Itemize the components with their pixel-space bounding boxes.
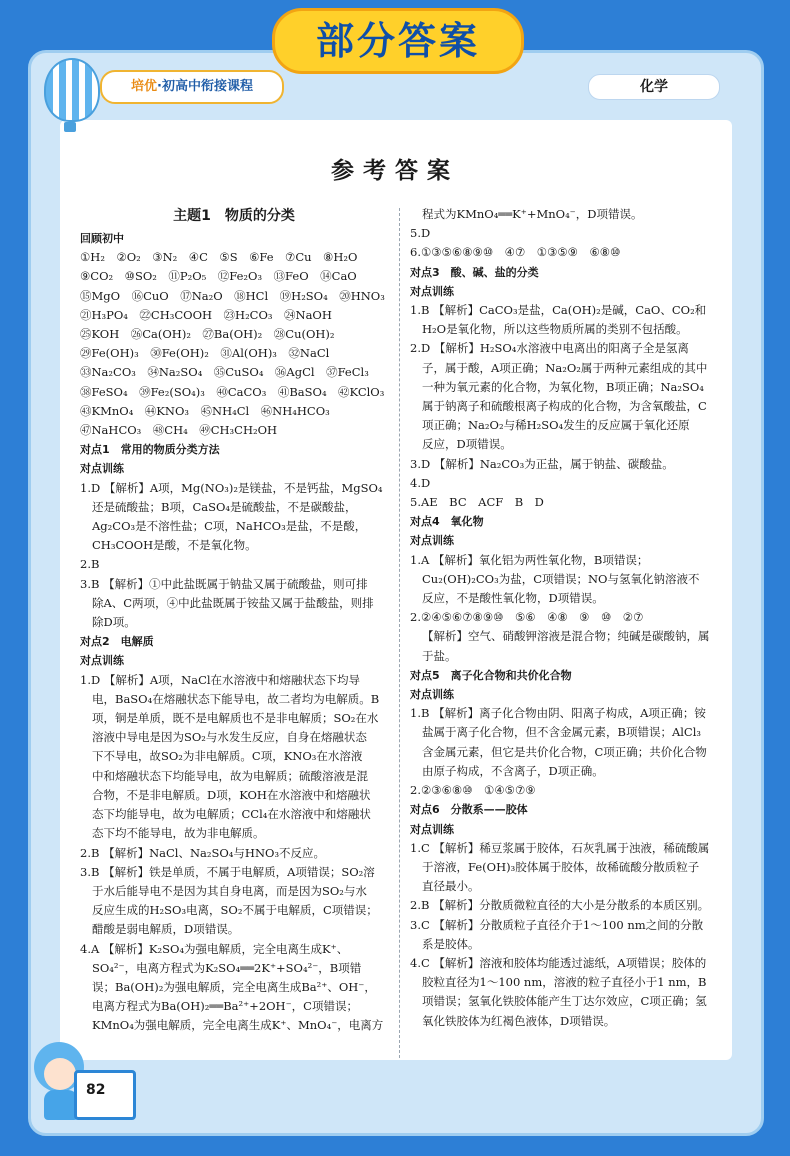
answer-line: 5.D <box>410 226 431 241</box>
answer-line: 由原子构成，不含离子，D项正确。 <box>422 763 604 778</box>
answer-line: 于水后能导电不是因为其自身电离，而是因为SO₂与水 <box>92 883 367 898</box>
section-heading: 对点训练 <box>410 534 454 548</box>
answer-line: 3.D 【解析】Na₂CO₃为正盐，属于钠盐、碳酸盐。 <box>410 456 674 471</box>
answer-line: CH₃COOH是酸，不是氧化物。 <box>92 538 257 553</box>
answer-line: 误；Ba(OH)₂为强电解质，完全电离生成Ba²⁺、OH⁻， <box>92 979 376 994</box>
section-heading: 对点4 氧化物 <box>410 515 484 529</box>
answer-line: 3.C 【解析】分散质粒子直径介于1～100 nm之间的分散 <box>410 917 704 932</box>
answer-line: 项，铜是单质，既不是电解质也不是非电解质；SO₂在水 <box>92 711 379 726</box>
answer-line: 程式为KMnO₄══K⁺+MnO₄⁻，D项错误。 <box>422 207 643 221</box>
mascot-body-icon <box>44 1090 78 1120</box>
answer-line: 合物，不是非电解质。D项，KOH在水溶液中和熔融状 <box>92 787 371 802</box>
section-heading: 对点训练 <box>80 462 124 476</box>
answer-line: 溶液中导电是因为SO₂与水发生反应，自身在熔融状态 <box>92 730 367 745</box>
answer-line: 氧化铁胶体为红褐色液体，D项错误。 <box>422 1013 616 1028</box>
course-label <box>100 70 284 104</box>
answer-line: 项正确；Na₂O₂与稀H₂SO₄发生的反应属于氧化还原 <box>422 418 690 433</box>
answer-line: 3.B 【解析】铁是单质，不属于电解质，A项错误；SO₂溶 <box>80 864 375 879</box>
section-heading: 回顾初中 <box>80 232 124 245</box>
answer-line: ㊼NaHCO₃ ㊽CH₄ ㊾CH₃CH₂OH <box>80 423 278 438</box>
answer-line: 2.②④⑤⑥⑦⑧⑨⑩ ⑤⑥ ④⑧ ⑨ ⑩ ②⑦ <box>410 610 644 625</box>
answer-line: 2.B <box>80 557 100 572</box>
column-divider <box>399 208 400 1058</box>
answer-line: 【解析】空气、硝酸钾溶液是混合物；纯碱是碳酸钠，属 <box>422 629 710 644</box>
answer-line: 中和熔融状态下均能导电，故为电解质；硫酸溶液是混 <box>92 768 368 783</box>
document-title: 参考答案 <box>331 158 459 184</box>
answer-line: 4.D <box>410 475 431 490</box>
answer-line: 子，属于酸，A项正确；Na₂O₂属于两种元素组成的其中 <box>422 360 708 375</box>
answer-line: ㊳FeSO₄ ㊴Fe₂(SO₄)₃ ㊵CaCO₃ ㊶BaSO₄ ㊷KClO₃ <box>80 384 385 399</box>
answer-line: 于盐。 <box>422 648 457 663</box>
section-heading: 对点训练 <box>80 654 124 668</box>
answer-line: 反应生成的H₂SO₃电离，SO₂不属于电解质，C项错误； <box>92 903 378 918</box>
answer-line: 态下均不能导电，故为非电解质。 <box>92 826 265 841</box>
answer-line: ㉝Na₂CO₃ ㉞Na₂SO₄ ㉟CuSO₄ ㊱AgCl ㊲FeCl₃ <box>80 365 369 380</box>
topic-heading: 主题1 物质的分类 <box>173 208 295 224</box>
balloon-basket-icon <box>64 122 76 132</box>
answer-line: 属于钠离子和硫酸根离子构成的化合物，为含氧酸盐，C <box>422 399 707 414</box>
answer-line: 盐属于离子化合物，但不含金属元素，B项错误；AlCl₃ <box>422 725 702 740</box>
answer-line: Cu₂(OH)₂CO₃为盐，C项错误；NO与氢氧化钠溶液不 <box>422 571 700 586</box>
answer-line: H₂O是氧化物，所以这些物质所属的类别不包括酸。 <box>422 322 688 337</box>
answer-line: 1.B 【解析】离子化合物由阴、阳离子构成，A项正确；铵 <box>410 706 706 721</box>
answer-line: 2.B 【解析】NaCl、Na₂SO₄与HNO₃不反应。 <box>80 845 326 860</box>
answer-line: 系是胶体。 <box>422 936 480 951</box>
mascot-face-icon <box>44 1058 76 1090</box>
section-heading: 对点训练 <box>410 688 454 702</box>
section-heading: 对点1 常用的物质分类方法 <box>80 443 220 457</box>
answer-line: 5.AE BC ACF B D <box>410 495 544 510</box>
answer-line: 电离方程式为Ba(OH)₂══Ba²⁺+2OH⁻，C项错误； <box>92 999 358 1014</box>
answer-line: 态下均能导电，故为电解质；CCl₄在水溶液中和熔融状 <box>92 807 371 822</box>
answer-line: 2.D 【解析】H₂SO₄水溶液中电离出的阳离子全是氢离 <box>410 341 689 356</box>
hot-air-balloon-icon <box>44 58 100 122</box>
answer-line: 6.①③⑤⑥⑧⑨⑩ ④⑦ ①③⑤⑨ ⑥⑧⑩ <box>410 245 621 260</box>
answer-line: 下不导电，故SO₂为非电解质。C项，KNO₃在水溶液 <box>92 749 363 764</box>
answer-line: ⑨CO₂ ⑩SO₂ ⑪P₂O₅ ⑫Fe₂O₃ ⑬FeO ⑭CaO <box>80 269 357 284</box>
subject-tag: 化学 <box>588 74 720 100</box>
answer-line: ㉑H₃PO₄ ㉒CH₃COOH ㉓H₂CO₃ ㉔NaOH <box>80 307 332 322</box>
answer-line: ㉙Fe(OH)₃ ㉚Fe(OH)₂ ㉛Al(OH)₃ ㉜NaCl <box>80 346 330 361</box>
section-heading: 对点训练 <box>410 822 454 836</box>
header-banner <box>272 8 524 74</box>
answer-line: 1.B 【解析】CaCO₃是盐，Ca(OH)₂是碱，CaO、CO₂和 <box>410 303 707 318</box>
answer-line: 直径最小。 <box>422 879 480 894</box>
answer-line: 4.A 【解析】K₂SO₄为强电解质，完全电离生成K⁺、 <box>80 941 349 956</box>
answer-line: SO₄²⁻，电离方程式为K₂SO₄══2K⁺+SO₄²⁻，B项错 <box>92 960 362 975</box>
answer-line: 2.②③⑥⑧⑩ ①④⑤⑦⑨ <box>410 783 536 798</box>
answer-line: 除A、C两项，④中此盐既属于铵盐又属于盐酸盐，则排 <box>92 595 374 610</box>
answer-line: 醋酸是弱电解质，D项错误。 <box>92 922 240 937</box>
page-number: 82 <box>86 1082 106 1098</box>
section-heading: 对点3 酸、碱、盐的分类 <box>410 265 539 279</box>
answer-line: 3.B 【解析】①中此盐既属于钠盐又属于硫酸盐，则可排 <box>80 576 368 591</box>
answer-line: ㉕KOH ㉖Ca(OH)₂ ㉗Ba(OH)₂ ㉘Cu(OH)₂ <box>80 327 335 342</box>
answer-line: 一种为氧元素的化合物，为氧化物，B项正确；Na₂SO₄ <box>422 379 704 394</box>
answer-line: 1.A 【解析】氧化铝为两性氧化物，B项错误； <box>410 552 649 567</box>
answer-line: 反应，D项错误。 <box>422 437 512 452</box>
answer-line: KMnO₄为强电解质，完全电离生成K⁺、MnO₄⁻，电离方 <box>92 1018 384 1033</box>
right-column <box>410 205 718 1031</box>
answer-line: 电，BaSO₄在熔融状态下能导电，故二者均为电解质。B <box>92 691 380 706</box>
answer-line: 1.D 【解析】A项，Mg(NO₃)₂是镁盐，不是钙盐，MgSO₄ <box>80 480 383 495</box>
banner-title: 部分答案 <box>315 19 480 63</box>
answer-line: ㊸KMnO₄ ㊹KNO₃ ㊺NH₄Cl ㊻NH₄HCO₃ <box>80 403 330 418</box>
answer-line: 1.D 【解析】A项，NaCl在水溶液中和熔融状态下均导 <box>80 672 361 687</box>
answer-line: 项错误；氢氧化铁胶体能产生丁达尔效应，C项正确；氢 <box>422 994 707 1009</box>
course-name: ·初高中衔接课程 <box>157 79 253 94</box>
answer-line: 反应，不是酸性氧化物，D项错误。 <box>422 591 604 606</box>
answer-line: 除D项。 <box>92 615 136 630</box>
answer-line: 于溶液，Fe(OH)₃胶体属于胶体，故稀硫酸分散质粒子 <box>422 859 700 874</box>
answer-line: 还是硫酸盐；B项，CaSO₄是硫酸盐，不是碳酸盐， <box>92 499 357 514</box>
answer-line: Ag₂CO₃是不溶性盐；C项，NaHCO₃是盐，不是酸， <box>92 519 367 534</box>
answer-line: 含金属元素，但它是共价化合物，C项正确；共价化合物 <box>422 744 707 759</box>
section-heading: 对点训练 <box>410 284 454 298</box>
answer-line: 4.C 【解析】溶液和胶体均能透过滤纸，A项错误；胶体的 <box>410 955 707 970</box>
answer-line: ①H₂ ②O₂ ③N₂ ④C ⑤S ⑥Fe ⑦Cu ⑧H₂O <box>80 250 358 265</box>
section-heading: 对点6 分散系——胶体 <box>410 803 528 817</box>
answer-line: 1.C 【解析】稀豆浆属于胶体，石灰乳属于浊液，稀硫酸属 <box>410 840 710 855</box>
answer-line: ⑮MgO ⑯CuO ⑰Na₂O ⑱HCl ⑲H₂SO₄ ⑳HNO₃ <box>80 288 385 303</box>
course-brand: 培优 <box>131 79 158 94</box>
answer-line: 胶粒直径为1～100 nm，溶液的粒子直径小于1 nm，B <box>422 975 707 990</box>
section-heading: 对点2 电解质 <box>80 635 154 649</box>
left-column <box>80 205 388 1036</box>
answer-line: 2.B 【解析】分散质微粒直径的大小是分散系的本质区别。 <box>410 898 710 913</box>
section-heading: 对点5 离子化合物和共价化合物 <box>410 668 572 682</box>
